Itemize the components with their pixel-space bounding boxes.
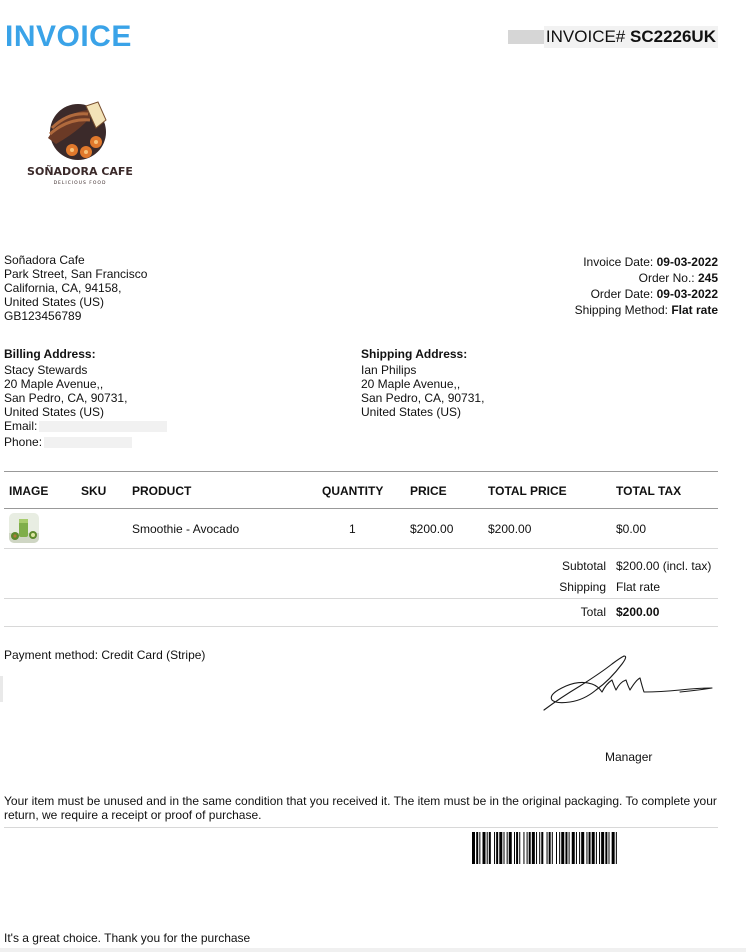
header-product: PRODUCT (132, 484, 192, 498)
header-total-tax: TOTAL TAX (616, 484, 682, 498)
order-no-label: Order No.: (638, 271, 695, 285)
shipping-total-value: Flat rate (616, 580, 661, 594)
shipping-total-label: Shipping (559, 580, 606, 594)
barcode-bar (514, 832, 515, 864)
cell-price: $200.00 (410, 522, 454, 536)
barcode-bar (532, 832, 535, 864)
barcode-bar (483, 832, 486, 864)
barcode-bar (569, 832, 570, 864)
shipping-method: Flat rate (671, 303, 718, 317)
barcode-bar (507, 832, 508, 864)
order-date-label: Order Date: (590, 287, 654, 301)
policy-rule (4, 827, 718, 828)
invoice-date: 09-03-2022 (656, 255, 718, 269)
subtotal-label: Subtotal (561, 559, 606, 573)
barcode-bar (489, 832, 491, 864)
barcode-bar (559, 832, 560, 864)
cell-product: Smoothie - Avocado (132, 522, 240, 536)
barcode-bar (596, 832, 597, 864)
total-label: Total (580, 605, 606, 619)
barcode-bar (576, 832, 577, 864)
cell-quantity: 1 (349, 522, 356, 536)
table-header-rule (4, 508, 718, 509)
signature-image (540, 650, 720, 718)
barcode-bar (509, 832, 512, 864)
shipping-name: Ian Philips (361, 363, 417, 377)
logo-name: SOÑADORA CAFE (27, 165, 133, 178)
barcode-bar (529, 832, 531, 864)
barcode-image (472, 832, 718, 864)
barcode-bar (527, 832, 528, 864)
barcode-bar (519, 832, 520, 864)
shipping-address (361, 347, 484, 419)
shipping-label: Shipping Address: (361, 347, 468, 361)
header-total-price: TOTAL PRICE (488, 484, 567, 498)
billing-country: United States (US) (4, 405, 105, 419)
billing-name: Stacy Stewards (4, 363, 88, 377)
invoice-meta (575, 254, 718, 318)
logo-tagline: DELICIOUS FOOD (53, 181, 107, 186)
payment-method: Payment method: Credit Card (Stripe) (4, 648, 206, 662)
invoice-number-block (508, 26, 718, 48)
billing-phone-row (4, 435, 167, 449)
invoice-date-label: Invoice Date: (583, 255, 654, 269)
barcode-bar (612, 832, 615, 864)
seller-city: California, CA, 94158, (4, 281, 122, 295)
seller-address (4, 253, 147, 323)
shipping-city: San Pedro, CA, 90731, (361, 391, 485, 405)
billing-email-label: Email: (4, 419, 38, 433)
barcode-bar (592, 832, 595, 864)
billing-phone-label: Phone: (4, 435, 43, 449)
barcode-bar (547, 832, 548, 864)
invoice-title: INVOICE (5, 20, 132, 53)
barcode-bar (616, 832, 617, 864)
shipping-method-row (575, 302, 718, 318)
header-image: IMAGE (9, 484, 49, 498)
barcode-bar (476, 832, 478, 864)
redacted-bar (508, 30, 544, 44)
barcode-bar (536, 832, 537, 864)
barcode-bar (565, 832, 567, 864)
totals-rule (4, 598, 718, 599)
seller-street: Park Street, San Francisco (4, 267, 148, 281)
invoice-number (544, 26, 718, 48)
cafe-logo (26, 98, 134, 190)
billing-label: Billing Address: (4, 347, 96, 361)
barcode-bar (499, 832, 502, 864)
barcode-bar (479, 832, 480, 864)
order-date: 09-03-2022 (656, 287, 718, 301)
table-top-rule (4, 471, 718, 472)
seller-name: Soñadora Cafe (4, 253, 85, 267)
invoice-number-prefix: INVOICE# (545, 27, 626, 46)
barcode-bar (552, 832, 553, 864)
barcode-bar (589, 832, 591, 864)
barcode-bar (472, 832, 475, 864)
barcode-bar (579, 832, 580, 864)
subtotal-value: $200.00 (incl. tax) (616, 559, 712, 573)
barcode-bar (601, 832, 604, 864)
billing-email-row (4, 419, 167, 433)
row-rule (4, 548, 718, 549)
footer-message: It's a great choice. Thank you for the purchase (4, 931, 251, 945)
barcode-bar (561, 832, 564, 864)
billing-address (4, 347, 167, 449)
order-no: 245 (697, 271, 718, 285)
invoice-number-value: SC2226UK (630, 27, 716, 46)
redacted-email (39, 421, 167, 432)
barcode-bar (541, 832, 543, 864)
shipping-method-label: Shipping Method: (574, 303, 668, 317)
barcode-bar (572, 832, 575, 864)
barcode-bar (487, 832, 488, 864)
barcode-bar (523, 832, 524, 864)
signature-role: Manager (605, 750, 653, 764)
barcode-bar (609, 832, 610, 864)
shipping-street: 20 Maple Avenue,, (361, 377, 461, 391)
order-date-row (575, 286, 718, 302)
billing-street: 20 Maple Avenue,, (4, 377, 104, 391)
barcode-bar (556, 832, 557, 864)
header-sku: SKU (81, 484, 107, 498)
bottom-bar (0, 948, 746, 952)
barcode-bar (605, 832, 607, 864)
barcode-bar (504, 832, 505, 864)
barcode-bar (586, 832, 587, 864)
cell-total-tax: $0.00 (616, 522, 647, 536)
shipping-country: United States (US) (361, 405, 462, 419)
barcode-bar (581, 832, 584, 864)
order-no-row (575, 270, 718, 286)
total-value: $200.00 (616, 605, 660, 619)
barcode-bar (549, 832, 551, 864)
seller-vat: GB123456789 (4, 309, 82, 323)
barcode-bar (539, 832, 540, 864)
redacted-phone (44, 437, 132, 448)
totals-bottom-rule (4, 626, 718, 627)
header-quantity: QUANTITY (322, 484, 384, 498)
barcode-bar (494, 832, 495, 864)
barcode-bar (599, 832, 600, 864)
seller-country: United States (US) (4, 295, 105, 309)
return-policy: Your item must be unused and in the same condition that you received it. The item must be in the original packaging. To complete your return, we require a receipt or proof of purchase. (4, 794, 717, 822)
barcode-bar (516, 832, 518, 864)
edge-mark (0, 676, 3, 702)
billing-city: San Pedro, CA, 90731, (4, 391, 128, 405)
barcode-bar (496, 832, 498, 864)
invoice-date-row (575, 254, 718, 270)
cell-total-price: $200.00 (488, 522, 532, 536)
avocado-smoothie-image (9, 513, 39, 543)
header-price: PRICE (410, 484, 447, 498)
